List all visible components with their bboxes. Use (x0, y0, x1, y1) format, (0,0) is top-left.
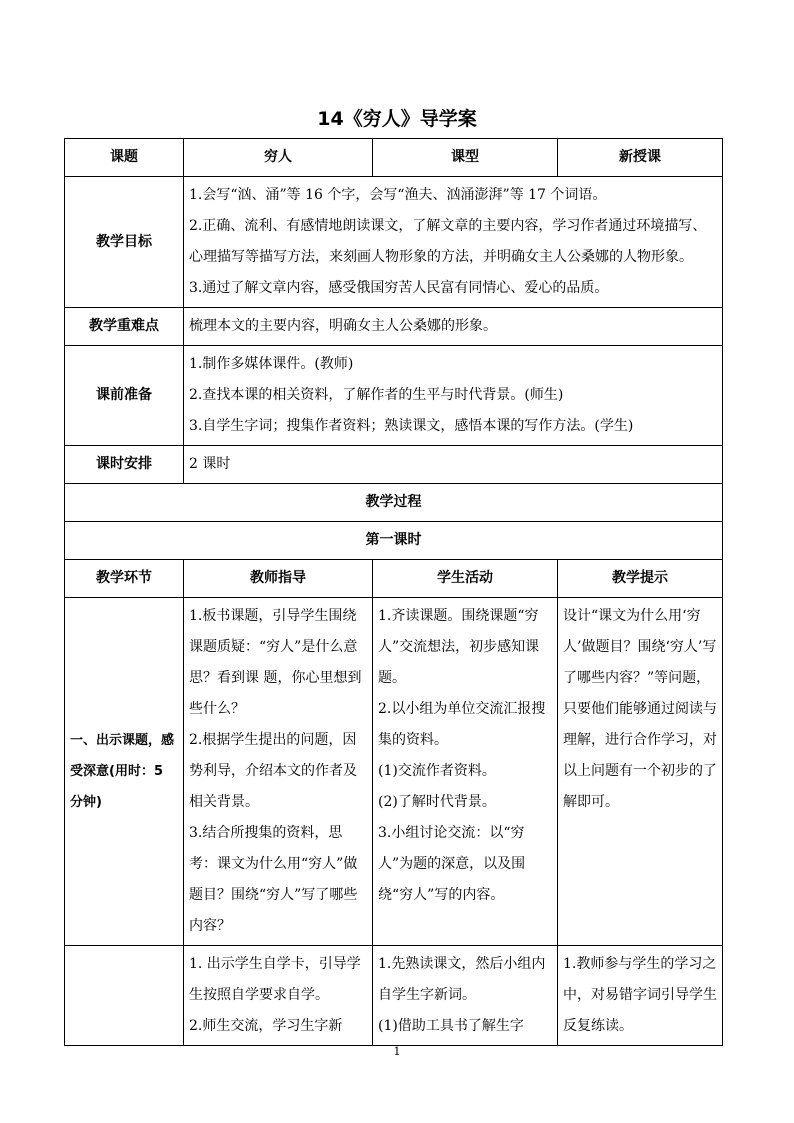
lesson-header: 第一课时 (65, 522, 723, 560)
section1-row (65, 598, 723, 946)
objectives-content (184, 177, 723, 308)
lesson-plan-table (64, 138, 723, 1046)
schedule-row (65, 446, 723, 484)
section2-teacher: 1. 出示学生自学卡，引导学生按照自学要求自学。 2.师生交流，学习生字新 (184, 946, 373, 1046)
schedule-label: 课时安排 (65, 446, 184, 484)
topic-label: 课题 (65, 139, 184, 177)
type-label: 课型 (373, 139, 558, 177)
key-points-label: 教学重难点 (65, 308, 184, 346)
section2-row (65, 946, 723, 1046)
key-points-value: 梳理本文的主要内容，明确女主人公桑娜的形象。 (184, 308, 723, 346)
column-header: 学生活动 (373, 560, 558, 598)
column-header: 教师指导 (184, 560, 373, 598)
objectives-label: 教学目标 (65, 177, 184, 308)
section1-student: 1.齐读课题。围绕课题“穷人”交流想法，初步感知课题。 2.以小组为单位交流汇报搜集的资料。 (1)交流作者资料。 (2)了解时代背景。 3.小组讨论交流：以“穷人”为题的深意，以及围绕“穷人”写的内容。 (373, 598, 558, 946)
section2-label (65, 946, 184, 1046)
preparation-item: 1.制作多媒体课件。(教师) (189, 356, 354, 372)
column-header: 教学环节 (65, 560, 184, 598)
preparation-item: 3.自学生字词；搜集作者资料；熟读课文，感悟本课的写作方法。(学生) (189, 418, 634, 434)
lesson-header-row (65, 522, 723, 560)
objective-item: 3.通过了解文章内容，感受俄国穷苦人民富有同情心、爱心的品质。 (189, 280, 609, 296)
section2-hint: 1.教师参与学生的学习之中，对易错字词引导学生反复练读。 (558, 946, 723, 1046)
document-title: 14《穷人》导学案 (317, 108, 477, 130)
column-header: 教学提示 (558, 560, 723, 598)
preparation-row (65, 346, 723, 446)
objective-item: 1.会写“汹、涌”等 16 个字，会写“渔夫、汹涌澎湃”等 17 个词语。 (189, 187, 607, 203)
section1-hint: 设计“课文为什么用‘穷人’做题目？围绕‘穷人’写了哪些内容？”等问题，只要他们能够通过阅读与理解，进行合作学习，对以上问题有一个初步的了解即可。 (558, 598, 723, 946)
preparation-content (184, 346, 723, 446)
preparation-item: 2.查找本课的相关资料，了解作者的生平与时代背景。(师生) (189, 387, 564, 403)
process-header: 教学过程 (65, 484, 723, 522)
page-number: 1 (393, 1045, 401, 1058)
process-header-row (65, 484, 723, 522)
section2-student: 1.先熟读课文，然后小组内自学生字新词。 (1)借助工具书了解生字 (373, 946, 558, 1046)
column-header-row (65, 560, 723, 598)
section1-teacher: 1.板书课题，引导学生围绕课题质疑：“穷人”是什么意思？看到课 题，你心里想到些什么？ 2.根据学生提出的问题，因势利导，介绍本文的作者及相关背景。 3.结合所搜集的资料，思考：课文为什么用“穷人”做题目？围绕“穷人”写了哪些内容？ (184, 598, 373, 946)
schedule-value: 2 课时 (184, 446, 723, 484)
type-value: 新授课 (558, 139, 723, 177)
section1-label: 一、出示课题，感受深意(用时：5 分钟) (65, 598, 184, 946)
objective-item: 2.正确、流利、有感情地朗读课文，了解文章的主要内容，学习作者通过环境描写、心理描写等描写方法，来刻画人物形象的方法，并明确女主人公桑娜的人物形象。 (189, 218, 707, 265)
topic-value: 穷人 (184, 139, 373, 177)
key-points-row (65, 308, 723, 346)
info-row (65, 139, 723, 177)
preparation-label: 课前准备 (65, 346, 184, 446)
objectives-row (65, 177, 723, 308)
